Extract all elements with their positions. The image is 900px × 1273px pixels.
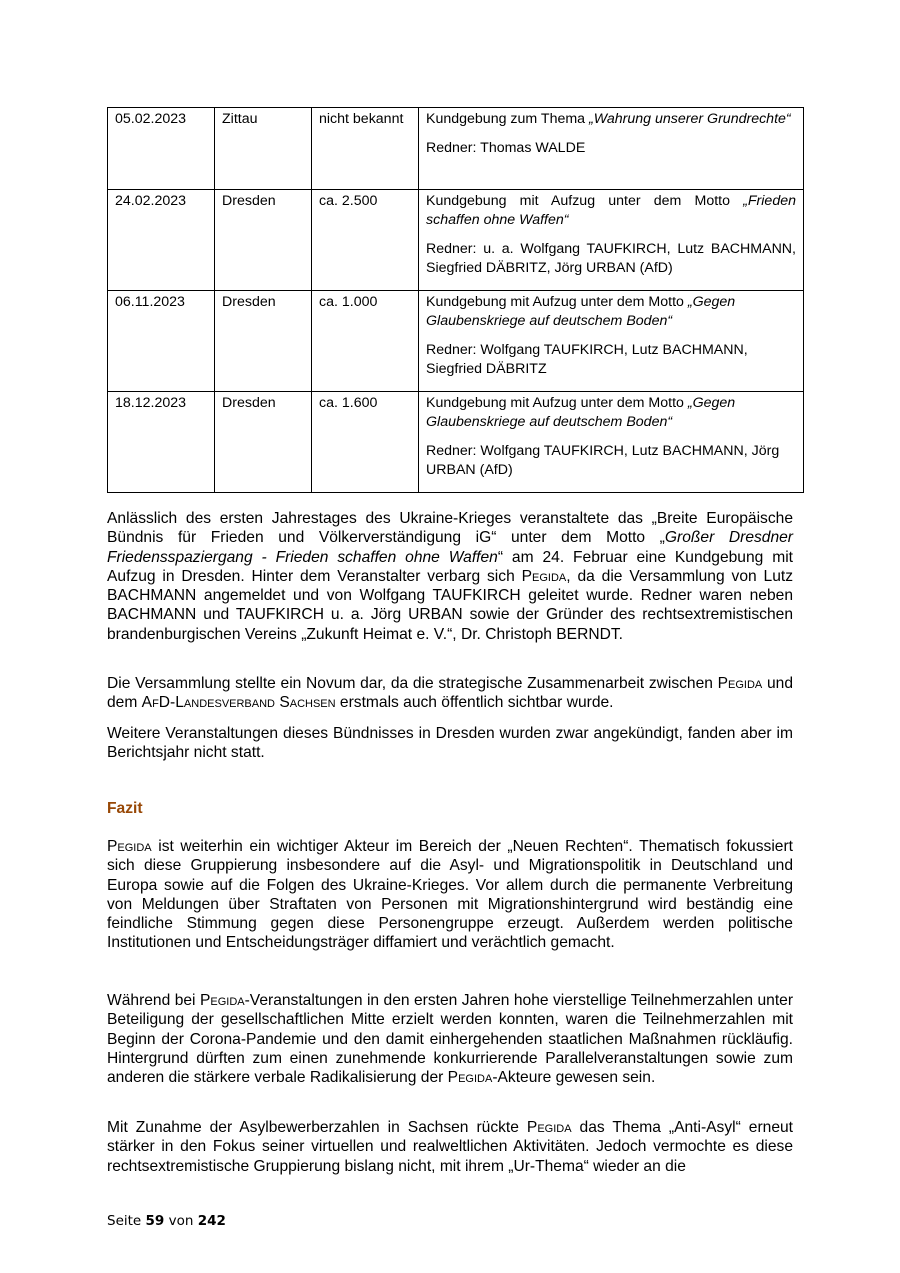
event-type: Kundgebung zum Thema (426, 111, 590, 127)
table-row (108, 291, 804, 392)
text: und dem (107, 675, 793, 712)
text: , da die Versammlung von Lutz BACHMANN angemeldet und von Wolfgang TAUFKIRCH geleitet wurde. Redner waren neben BACHMANN und TAUFKIRCH u. a. Jörg URBAN sowie der Gründer des rechtsextremistischen brandenburgischen Vereins „Zukunft Heimat e. V.“, Dr. Christoph BERNDT. (107, 567, 793, 643)
page-number: 59 (145, 1213, 165, 1229)
paragraph-fazit-actor (107, 837, 793, 953)
event-participants: ca. 1.000 (312, 291, 419, 392)
org-name: Pegida (447, 1069, 493, 1087)
event-type: Kundgebung mit Aufzug unter dem Motto (426, 395, 688, 411)
org-name: Pegida (717, 675, 763, 692)
text: Während bei (107, 992, 200, 1009)
event-motto-line (426, 293, 796, 331)
text: Die Versammlung stellte ein Novum dar, da die strategische Zusammenarbeit zwischen (107, 675, 718, 692)
event-city: Zittau (215, 108, 312, 190)
event-speakers: Redner: u. a. Wolfgang TAUFKIRCH, Lutz BACHMANN, Siegfried DÄBRITZ, Jörg URBAN (AfD) (426, 241, 796, 276)
event-type: Kundgebung mit Aufzug unter dem Motto (426, 193, 744, 209)
event-speakers: Redner: Wolfgang TAUFKIRCH, Lutz BACHMANN, Siegfried DÄBRITZ (426, 342, 748, 377)
paragraph-anniversary-rally (107, 509, 793, 644)
event-date: 18.12.2023 (108, 392, 215, 493)
table-row (108, 190, 804, 291)
event-motto: „Wahrung unserer Grundrechte“ (589, 111, 791, 127)
table-row (108, 392, 804, 493)
event-city: Dresden (215, 291, 312, 392)
event-city: Dresden (215, 392, 312, 493)
event-participants: nicht bekannt (312, 108, 419, 190)
paragraph-anti-asyl (107, 1118, 793, 1176)
event-motto-line (426, 192, 796, 230)
event-description (419, 108, 804, 190)
text: “ am 24. Februar eine Kundgebung mit Aufzug in Dresden. Hinter dem Veranstalter verbarg sich (107, 548, 793, 585)
org-name: Pegida (199, 992, 245, 1009)
section-heading-fazit: Fazit (107, 800, 143, 817)
text: -Veranstaltungen in den ersten Jahren hohe vierstellige Teilnehmerzahlen unter Beteiligung der gesellschaftlichen Mitte erzielt werden konnten, waren die Teilnehmerzahlen mit Beginn der Corona-Pandemie und den damit einhergehenden staatlichen Maßnahmen rückläufig. Hintergrund dürften zum einen zunehmende konkurrierende Parallelveranstaltungen sowie zum anderen die stärkere verbale Radikalisierung der (107, 992, 794, 1087)
event-type: Kundgebung mit Aufzug unter dem Motto (426, 294, 688, 310)
page-total: 242 (197, 1213, 226, 1229)
event-description (419, 190, 804, 291)
event-date: 24.02.2023 (108, 190, 215, 291)
table-row (108, 108, 804, 190)
party-branch-name: AfD-Landesverband Sachsen (141, 694, 336, 712)
org-name: Pegida (521, 567, 567, 585)
events-table (107, 107, 804, 493)
org-name: Pegida (107, 838, 152, 855)
event-participants: ca. 1.600 (312, 392, 419, 493)
page-footer (107, 1213, 226, 1229)
event-date: 05.02.2023 (108, 108, 215, 190)
event-speakers: Redner: Thomas WALDE (426, 140, 586, 156)
event-motto: „Gegen Glaubenskriege auf deutschem Boden“ (426, 395, 736, 430)
event-participants: ca. 2.500 (312, 190, 419, 291)
org-name: Pegida (526, 1119, 572, 1136)
text: -Akteure gewesen sein. (492, 1069, 656, 1087)
text: von (164, 1213, 198, 1229)
text: das Thema „Anti-Asyl“ erneut stärker in den Fokus seiner virtuellen und realweltlichen Aktivitäten. Jedoch vermochte es diese rechtsextremistische Gruppierung bislang nicht, mit ihrem „Ur-Thema“ wieder an die (107, 1119, 793, 1175)
event-speakers: Redner: Wolfgang TAUFKIRCH, Lutz BACHMANN, Jörg URBAN (AfD) (426, 443, 780, 478)
event-description (419, 291, 804, 392)
text: Mit Zunahme der Asylbewerberzahlen in Sachsen rückte (107, 1119, 527, 1136)
paragraph-novum (107, 674, 793, 713)
event-motto-line (426, 110, 796, 129)
event-motto-line (426, 394, 796, 432)
text: ist weiterhin ein wichtiger Akteur im Bereich der „Neuen Rechten“. Thematisch fokussiert sich diese Gruppierung insbesondere auf die Asyl- und Migrationspolitik in Deutschland und Europa sowie auf die Folgen des Ukraine-Krieges. Vor allem durch die permanente Verbreitung von Meldungen über Straftaten von Personen mit Migrationshintergrund wird beständig eine feindliche Stimmung gegen diese Personengruppe erzeugt. Außerdem werden politische Institutionen und Entscheidungsträger diffamiert und verächtlich gemacht. (107, 838, 793, 952)
event-motto: „Frieden schaffen ohne Waffen“ (426, 193, 796, 228)
text: erstmals auch öffentlich sichtbar wurde. (335, 694, 614, 712)
rally-motto: Großer Dresdner Friedensspaziergang - Frieden schaffen ohne Waffen (107, 529, 793, 566)
paragraph-further-events: Weitere Veranstaltungen dieses Bündnisses in Dresden wurden zwar angekündigt, fanden aber im Berichtsjahr nicht statt. (107, 725, 793, 762)
text: Anlässlich des ersten Jahrestages des Ukraine-Krieges veranstaltete das „Breite Europäische Bündnis für Frieden und Völkerverständigung iG“ unter dem Motto „ (107, 510, 793, 547)
paragraph-participant-numbers (107, 991, 793, 1087)
event-motto: „Gegen Glaubenskriege auf deutschem Boden“ (426, 294, 736, 329)
event-description (419, 392, 804, 493)
text: Seite (107, 1213, 146, 1229)
event-date: 06.11.2023 (108, 291, 215, 392)
event-city: Dresden (215, 190, 312, 291)
